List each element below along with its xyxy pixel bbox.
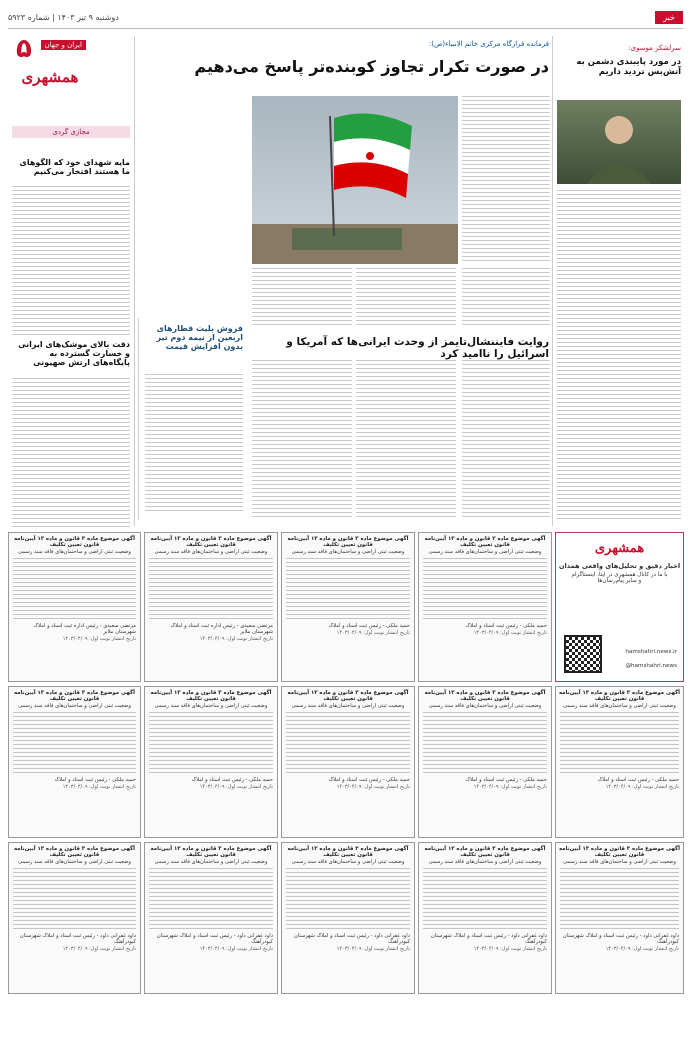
ad-date: تاریخ انتشار نوبت اول: ۱۴۰۳/۰۴/۰۹: [199, 946, 273, 952]
ad-signature: حمید ملکی - رئیس ثبت اسناد و املاک: [328, 777, 410, 783]
ad-signature: داود غفرانی داود - رئیس ثبت اسناد و املاک شهرستان کبودرآهنگ: [19, 933, 136, 945]
ad-body: [149, 712, 273, 774]
ad-subtitle: وضعیت ثبتی اراضی و ساختمان‌های فاقد سند رسمی: [18, 859, 131, 865]
legal-ad: [418, 842, 552, 994]
promo-line1: اخبار دقیق و تحلیل‌های واقعی همدان: [558, 562, 681, 570]
legal-ad: [144, 686, 278, 838]
ticket-box-body: [145, 374, 243, 514]
ad-body: [13, 712, 136, 774]
ad-date: تاریخ انتشار نوبت اول: ۱۴۰۳/۰۴/۰۹: [62, 784, 136, 790]
legal-ad: [281, 842, 415, 994]
legal-ad: [144, 842, 278, 994]
ad-title: آگهی موضوع ماده ۳ قانون و ماده ۱۳ آیین‌نامه قانون تعیین تکلیف: [424, 846, 546, 858]
ad-subtitle: وضعیت ثبتی اراضی و ساختمان‌های فاقد سند رسمی: [154, 703, 268, 709]
left-section-tag: خبر: [655, 11, 683, 24]
ad-title: آگهی موضوع ماده ۳ قانون و ماده ۱۳ آیین‌نامه قانون تعیین تکلیف: [287, 690, 409, 702]
second-headline: روایت فایننشال‌تایمز از وحدت ایرانی‌ها که آمریکا و اسرائیل را ناامید کرد: [286, 336, 549, 361]
rule-right: [552, 36, 553, 526]
right-body: [557, 190, 681, 520]
ad-body: [423, 712, 547, 774]
legal-ad: [144, 532, 278, 682]
promo-line2: با ما در کانال همشهری در ایتا، اینستاگرام: [571, 572, 668, 578]
sidebar-ticket-box: [138, 318, 249, 520]
ad-signature: حمید ملکی - رئیس ثبت اسناد و املاک: [597, 777, 679, 783]
ad-body: [286, 712, 410, 774]
ad-title: آگهی موضوع ماده ۳ قانون و ماده ۱۳ آیین‌نامه قانون تعیین تکلیف: [287, 846, 409, 858]
right-kicker: سرلشکر موسوی:: [628, 44, 681, 52]
promo-box: [555, 532, 684, 682]
ad-title: آگهی موضوع ماده ۳ قانون و ماده ۱۳ آیین‌نامه قانون تعیین تکلیف: [13, 846, 136, 858]
ad-signature: داود غفرانی داود - رئیس ثبت اسناد و املاک شهرستان کبودرآهنگ: [562, 933, 679, 945]
sidebar-item2-body: [12, 378, 130, 528]
qr-code-icon: [564, 635, 602, 673]
brand-name: همشهری: [21, 68, 79, 86]
issue-date-line: دوشنبه ۹ تیر ۱۴۰۳ | شماره ۵۹۲۳: [8, 12, 119, 22]
ad-title: آگهی موضوع ماده ۳ قانون و ماده ۱۳ آیین‌نامه قانون تعیین تکلیف: [13, 690, 136, 702]
ad-body: [423, 868, 547, 930]
ad-title: آگهی موضوع ماده ۳ قانون و ماده ۱۳ آیین‌نامه قانون تعیین تکلیف: [424, 536, 546, 548]
iran-flag-illustration: [252, 96, 458, 264]
ad-body: [560, 868, 679, 930]
ad-subtitle: وضعیت ثبتی اراضی و ساختمان‌های فاقد سند رسمی: [18, 703, 131, 709]
ad-date: تاریخ انتشار نوبت اول: ۱۴۰۳/۰۴/۰۹: [336, 946, 410, 952]
ad-subtitle: وضعیت ثبتی اراضی و ساختمان‌های فاقد سند رسمی: [291, 703, 405, 709]
ad-signature: حمید ملکی - رئیس ثبت اسناد و املاک: [191, 777, 273, 783]
lead-body-col1: [462, 96, 550, 264]
section-label: ایران و جهان: [41, 40, 87, 50]
legal-ad: [8, 842, 141, 994]
lead-body-col3: [356, 268, 456, 326]
promo-brand: همشهری: [594, 541, 645, 556]
ad-signature: حمید ملکی - رئیس ثبت اسناد و املاک: [328, 623, 410, 629]
ad-subtitle: وضعیت ثبتی اراضی و ساختمان‌های فاقد سند رسمی: [18, 549, 131, 555]
legal-ad: [418, 532, 552, 682]
rule-left: [134, 36, 135, 526]
ad-title: آگهی موضوع ماده ۳ قانون و ماده ۱۳ آیین‌نامه قانون تعیین تکلیف: [287, 536, 409, 548]
ad-subtitle: وضعیت ثبتی اراضی و ساختمان‌های فاقد سند رسمی: [291, 549, 405, 555]
ad-body: [149, 868, 273, 930]
ad-body: [13, 558, 136, 620]
legal-ad: [418, 686, 552, 838]
ad-signature: مرتضی سعیدی - رئیس اداره ثبت اسناد و املاک شهرستان ملایر: [170, 623, 273, 635]
ad-subtitle: وضعیت ثبتی اراضی و ساختمان‌های فاقد سند رسمی: [428, 859, 542, 865]
ad-subtitle: وضعیت ثبتی اراضی و ساختمان‌های فاقد سند رسمی: [154, 859, 268, 865]
ad-body: [286, 868, 410, 930]
ad-date: تاریخ انتشار نوبت اول: ۱۴۰۳/۰۴/۰۹: [473, 946, 547, 952]
ad-title: آگهی موضوع ماده ۳ قانون و ماده ۱۳ آیین‌نامه قانون تعیین تکلیف: [150, 690, 272, 702]
sidebar-tag: مجازی گردی: [52, 128, 90, 136]
second-body-col3: [252, 360, 352, 520]
ad-subtitle: وضعیت ثبتی اراضی و ساختمان‌های فاقد سند رسمی: [563, 859, 676, 865]
ad-signature: داود غفرانی داود - رئیس ثبت اسناد و املاک شهرستان کبودرآهنگ: [430, 933, 547, 945]
ad-body: [423, 558, 547, 620]
brand-logo: [8, 28, 92, 112]
ad-signature: داود غفرانی داود - رئیس ثبت اسناد و املاک شهرستان کبودرآهنگ: [293, 933, 410, 945]
legal-ad: [555, 686, 684, 838]
portrait-icon: [557, 100, 681, 184]
ad-date: تاریخ انتشار نوبت اول: ۱۴۰۳/۰۴/۰۹: [473, 784, 547, 790]
ad-date: تاریخ انتشار نوبت اول: ۱۴۰۳/۰۴/۰۹: [62, 636, 136, 642]
ad-title: آگهی موضوع ماده ۳ قانون و ماده ۱۳ آیین‌نامه قانون تعیین تکلیف: [150, 536, 272, 548]
ad-body: [286, 558, 410, 620]
ad-date: تاریخ انتشار نوبت اول: ۱۴۰۳/۰۴/۰۹: [199, 784, 273, 790]
sidebar-tag-box: [12, 126, 130, 138]
page-number: ۵: [16, 34, 32, 64]
ad-subtitle: وضعیت ثبتی اراضی و ساختمان‌های فاقد سند رسمی: [154, 549, 268, 555]
flag-photo: [252, 96, 458, 264]
legal-ad: [281, 532, 415, 682]
ad-subtitle: وضعیت ثبتی اراضی و ساختمان‌های فاقد سند رسمی: [563, 703, 676, 709]
ad-subtitle: وضعیت ثبتی اراضی و ساختمان‌های فاقد سند رسمی: [428, 549, 542, 555]
ad-title: آگهی موضوع ماده ۳ قانون و ماده ۱۳ آیین‌نامه قانون تعیین تکلیف: [558, 690, 681, 702]
ticket-box-title: فروش بلیت قطارهای اربعین از نیمه دوم تیر بدون افزایش قیمت: [156, 324, 243, 351]
ad-date: تاریخ انتشار نوبت اول: ۱۴۰۳/۰۴/۰۹: [605, 784, 679, 790]
lead-headline: در صورت تکرار تجاوز کوبنده‌تر پاسخ می‌دهیم: [194, 57, 549, 76]
legal-ad: [281, 686, 415, 838]
ad-title: آگهی موضوع ماده ۳ قانون و ماده ۱۳ آیین‌نامه قانون تعیین تکلیف: [13, 536, 136, 548]
sidebar-item1-title: مایه شهدای خود که الگوهای ما هستند افتخار می‌کنیم: [19, 158, 130, 176]
ad-signature: حمید ملکی - رئیس ثبت اسناد و املاک: [54, 777, 136, 783]
lead-body-col2: [462, 268, 550, 326]
ad-date: تاریخ انتشار نوبت اول: ۱۴۰۳/۰۴/۰۹: [62, 946, 136, 952]
ad-subtitle: وضعیت ثبتی اراضی و ساختمان‌های فاقد سند رسمی: [428, 703, 542, 709]
ad-signature: حمید ملکی - رئیس ثبت اسناد و املاک: [465, 623, 547, 629]
ad-body: [13, 868, 136, 930]
legal-ad: [8, 532, 141, 682]
page-header: [8, 6, 683, 29]
ad-title: آگهی موضوع ماده ۳ قانون و ماده ۱۳ آیین‌نامه قانون تعیین تکلیف: [424, 690, 546, 702]
ad-title: آگهی موضوع ماده ۳ قانون و ماده ۱۳ آیین‌نامه قانون تعیین تکلیف: [558, 846, 681, 858]
legal-ad: [555, 842, 684, 994]
lead-kicker: فرمانده قرارگاه مرکزی خاتم الانبیاء(ص):: [428, 40, 549, 48]
ad-signature: مرتضی سعیدی - رئیس اداره ثبت اسناد و املاک شهرستان ملایر: [33, 623, 136, 635]
general-portrait-photo: [557, 100, 681, 184]
ad-date: تاریخ انتشار نوبت اول: ۱۴۰۳/۰۴/۰۹: [605, 946, 679, 952]
ad-date: تاریخ انتشار نوبت اول: ۱۴۰۳/۰۴/۰۹: [336, 630, 410, 636]
ad-date: تاریخ انتشار نوبت اول: ۱۴۰۳/۰۴/۰۹: [473, 630, 547, 636]
ad-date: تاریخ انتشار نوبت اول: ۱۴۰۳/۰۴/۰۹: [336, 784, 410, 790]
ad-body: [560, 712, 679, 774]
sidebar-item2-title: دقت بالای موشک‌های ایرانی و خسارت گسترده به پایگاه‌های ارتش صهیونی: [18, 340, 130, 367]
ad-date: تاریخ انتشار نوبت اول: ۱۴۰۳/۰۴/۰۹: [199, 636, 273, 642]
ad-body: [149, 558, 273, 620]
lead-body-col4: [252, 268, 352, 326]
right-headline: در مورد پایبندی دشمن به آتش‌بس تردید داریم: [576, 57, 681, 77]
promo-line3: و سایر پیام‌رسان‌ها: [597, 578, 642, 584]
ad-subtitle: وضعیت ثبتی اراضی و ساختمان‌های فاقد سند رسمی: [291, 859, 405, 865]
ad-signature: حمید ملکی - رئیس ثبت اسناد و املاک: [465, 777, 547, 783]
promo-url: hamshahri.news.ir: [625, 649, 677, 655]
second-body-col2: [356, 360, 456, 520]
promo-handle: @hamshahri.news: [625, 663, 677, 669]
legal-ad: [8, 686, 141, 838]
ad-signature: داود غفرانی داود - رئیس ثبت اسناد و املاک شهرستان کبودرآهنگ: [156, 933, 273, 945]
second-body-col1: [462, 360, 550, 520]
sidebar-item1-body: [12, 186, 130, 336]
ad-title: آگهی موضوع ماده ۳ قانون و ماده ۱۳ آیین‌نامه قانون تعیین تکلیف: [150, 846, 272, 858]
